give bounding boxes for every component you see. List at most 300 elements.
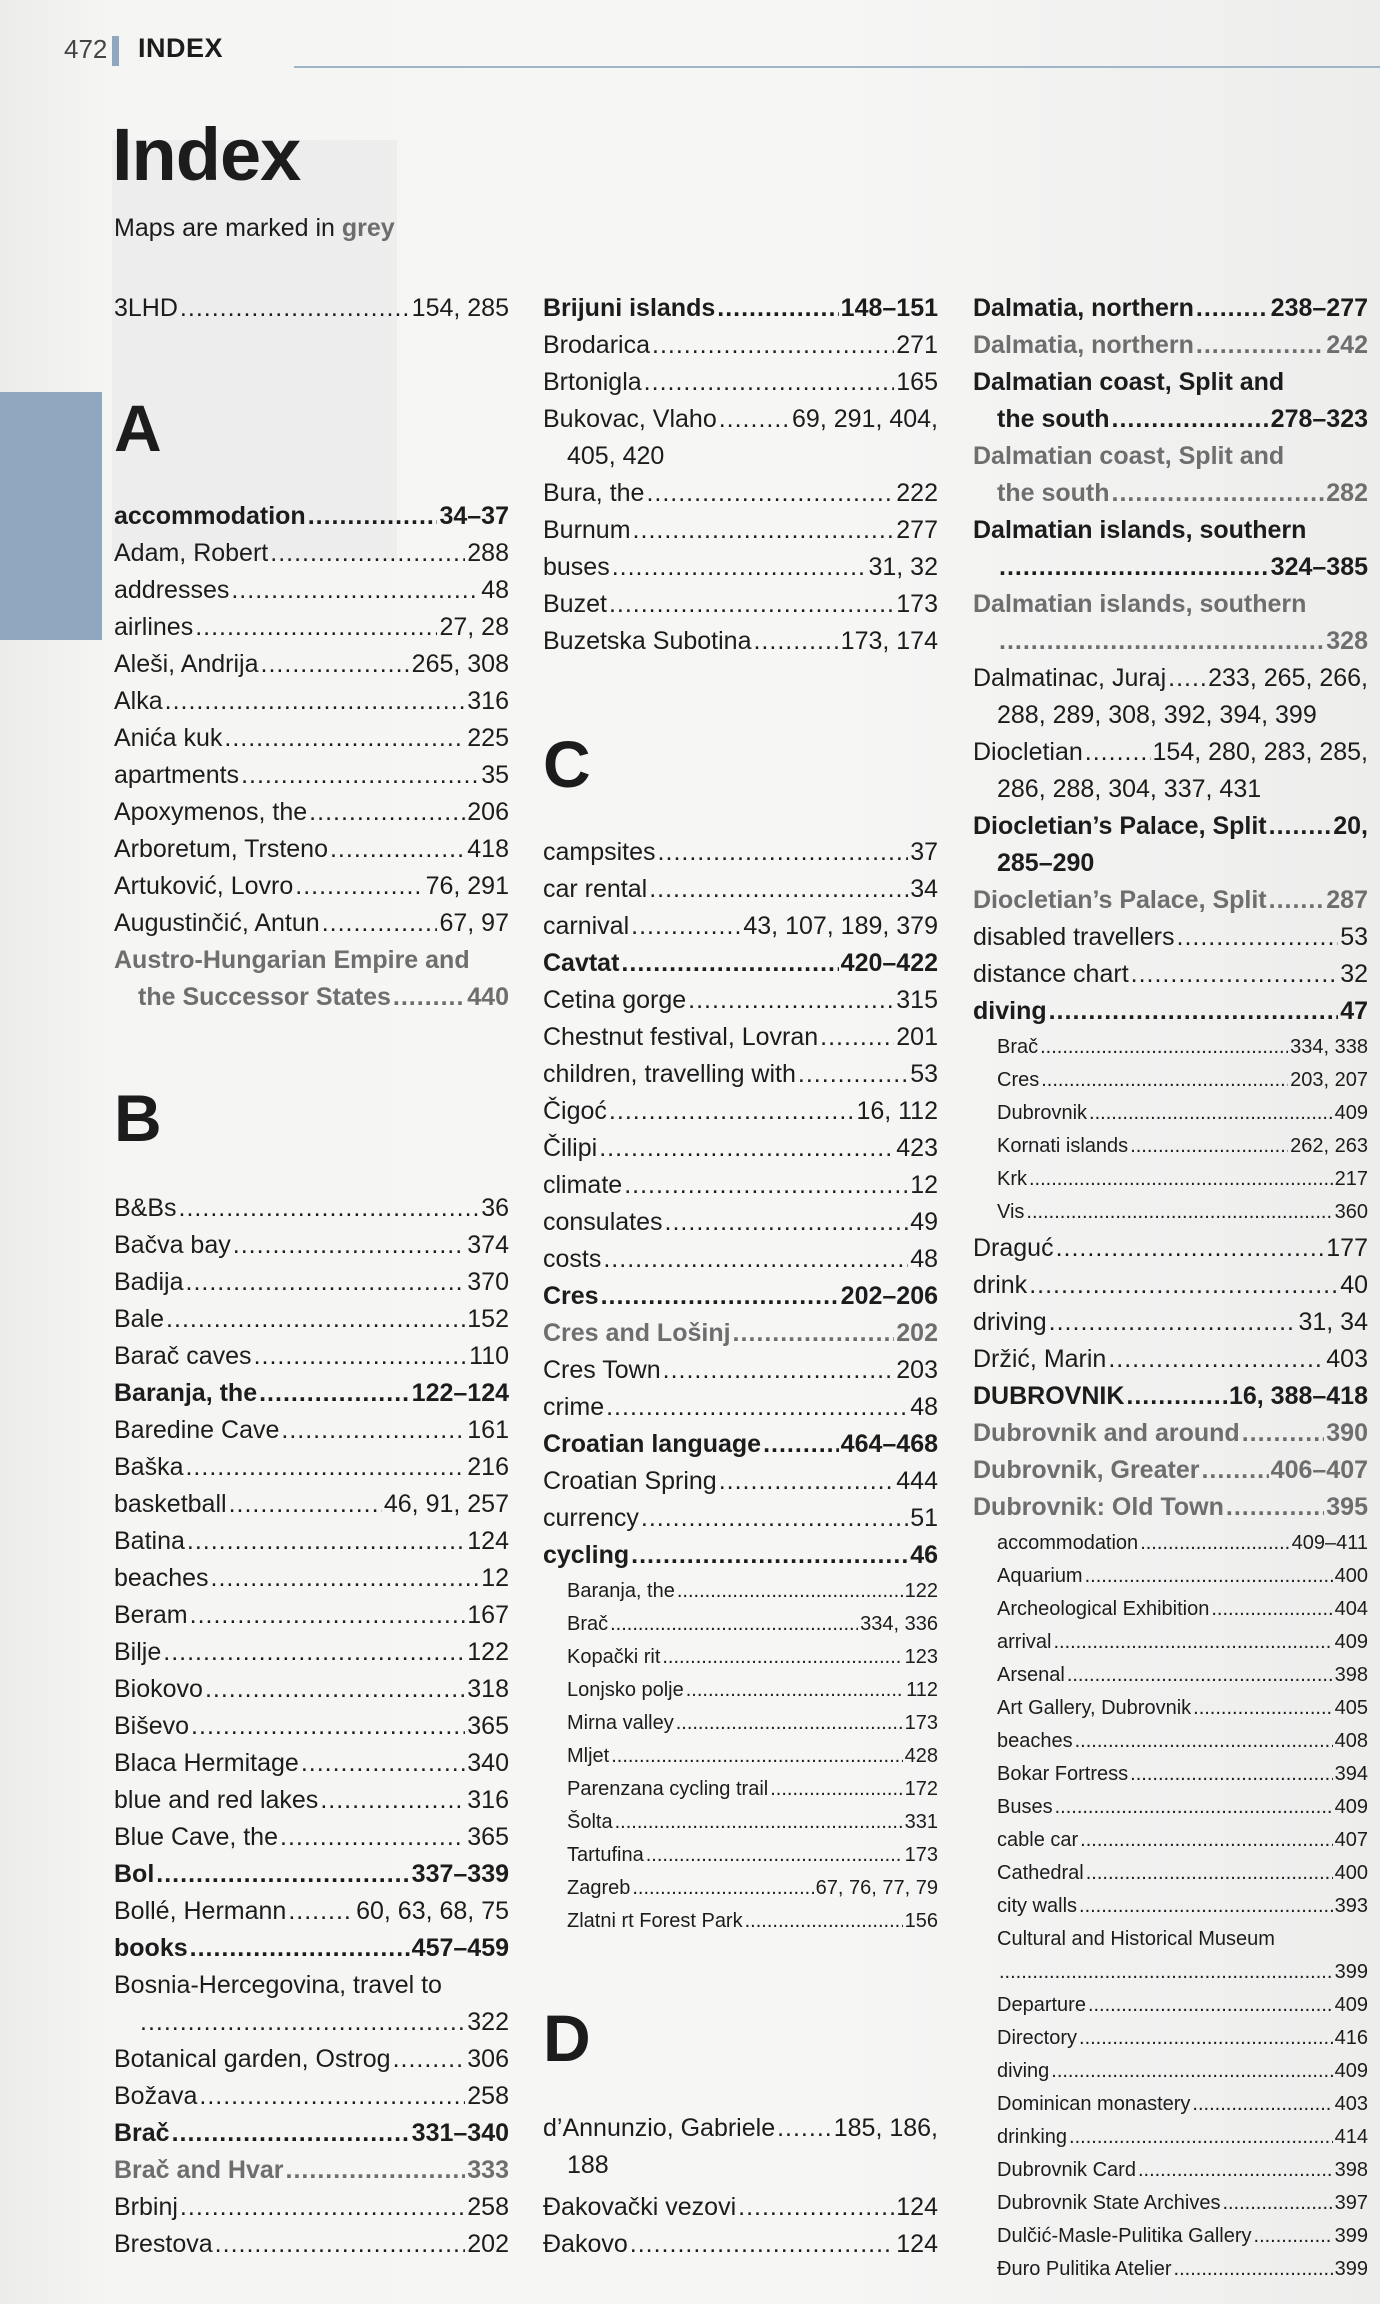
entry-pages: 262, 263	[1290, 1135, 1368, 1157]
index-entry	[114, 1597, 509, 1633]
entry-pages: 16, 388–418	[1228, 1382, 1368, 1410]
dot-leader	[1108, 1341, 1324, 1377]
index-entry	[973, 1378, 1368, 1414]
index-entry	[114, 1930, 509, 1966]
entry-pages: 409	[1334, 1796, 1368, 1818]
dot-leader	[1079, 1890, 1333, 1922]
entry-term: Đakovački vezovi	[543, 2193, 737, 2221]
entry-pages: 365	[467, 1823, 509, 1851]
entry-pages: 48	[481, 576, 509, 604]
index-subentry	[543, 1806, 938, 1838]
entry-pages: 67, 76, 77, 79	[815, 1877, 938, 1899]
entry-pages: 393	[1334, 1895, 1368, 1917]
entry-term: Buzetska Subotina	[543, 627, 752, 655]
entry-term: Dalmatian islands, southern	[973, 590, 1307, 618]
dot-leader	[1067, 1659, 1333, 1691]
entry-term: currency	[543, 1504, 639, 1532]
entry-term: blue and red lakes	[114, 1786, 319, 1814]
index-subentry	[973, 1692, 1368, 1724]
entry-pages: 12	[910, 1171, 938, 1199]
entry-term: Brbinj	[114, 2193, 178, 2221]
index-entry	[543, 2189, 938, 2225]
entry-term: Dubrovnik and around	[973, 1419, 1240, 1447]
dot-leader	[1269, 882, 1325, 918]
entry-term: Croatian language	[543, 1430, 762, 1458]
entry-pages: 173	[904, 1844, 938, 1866]
index-subentry	[973, 2253, 1368, 2285]
entry-term: Mirna valley	[567, 1712, 674, 1734]
index-subentry	[973, 2121, 1368, 2153]
entry-pages: 360	[1334, 1201, 1368, 1223]
dot-leader	[301, 1745, 465, 1781]
dot-leader	[1086, 1857, 1333, 1889]
entry-term: Božava	[114, 2082, 198, 2110]
entry-term: Dalmatian coast, Split and	[973, 368, 1285, 396]
entry-pages: 278–323	[1270, 405, 1368, 433]
dot-leader	[205, 1671, 465, 1707]
entry-pages: 46, 91, 257	[383, 1490, 509, 1518]
entry-pages: 40	[1340, 1271, 1368, 1299]
entry-pages: 331–340	[411, 2119, 509, 2147]
index-subentry	[973, 1890, 1368, 1922]
entry-pages: 34	[910, 875, 938, 903]
entry-term: Biokovo	[114, 1675, 203, 1703]
entry-term: Bukovac, Vlaho	[543, 405, 717, 433]
dot-leader	[281, 1412, 465, 1448]
entry-term: Croatian Spring	[543, 1467, 717, 1495]
entry-term: Bura, the	[543, 479, 645, 507]
dot-leader	[612, 549, 867, 585]
entry-term: children, travelling with	[543, 1060, 796, 1088]
dot-leader	[1193, 1692, 1332, 1724]
entry-term: Adam, Robert	[114, 539, 269, 567]
dot-leader	[1040, 1031, 1288, 1063]
entry-pages: 423	[896, 1134, 938, 1162]
index-subentry	[973, 1064, 1368, 1096]
index-subentry	[543, 1839, 938, 1871]
entry-pages: 331	[904, 1811, 938, 1833]
dot-leader	[1196, 290, 1269, 326]
entry-pages: 282	[1326, 479, 1368, 507]
index-entry	[114, 2189, 509, 2225]
dot-leader	[1112, 401, 1269, 437]
entry-term: Botanical garden, Ostrog	[114, 2045, 391, 2073]
dot-leader	[609, 1093, 855, 1129]
entry-term: Dulčić-Masle-Pulitika Gallery	[997, 2225, 1252, 2247]
entry-term: Augustinčić, Antun	[114, 909, 320, 937]
index-entry	[543, 512, 938, 548]
index-entry	[543, 1315, 938, 1351]
dot-leader	[330, 831, 465, 867]
dot-leader	[717, 290, 838, 326]
index-entry	[114, 1338, 509, 1374]
index-entry	[973, 549, 1368, 585]
entry-pages: 53	[910, 1060, 938, 1088]
entry-term: Bilje	[114, 1638, 162, 1666]
entry-term: arrival	[997, 1631, 1052, 1653]
entry-term: Mljet	[567, 1745, 610, 1767]
entry-term: apartments	[114, 761, 240, 789]
entry-pages: 122	[904, 1580, 938, 1602]
dot-leader	[1029, 1267, 1338, 1303]
index-entry	[543, 438, 938, 474]
entry-pages: 306	[467, 2045, 509, 2073]
entry-term: Barač caves	[114, 1342, 252, 1370]
index-entry	[973, 845, 1368, 881]
dot-leader	[280, 1819, 465, 1855]
index-entry	[114, 1449, 509, 1485]
running-head	[64, 30, 1364, 70]
dot-leader	[190, 1930, 410, 1966]
index-subentry	[973, 1163, 1368, 1195]
dot-leader	[733, 1315, 895, 1351]
entry-term: Šolta	[567, 1811, 613, 1833]
entry-pages: 233, 265, 266,	[1208, 664, 1368, 692]
dot-leader	[1226, 1489, 1324, 1525]
index-entry	[114, 1523, 509, 1559]
entry-term: Diocletian’s Palace, Split	[973, 812, 1267, 840]
entry-pages: 46	[910, 1541, 938, 1569]
entry-pages: 258	[467, 2082, 509, 2110]
entry-term: 188	[567, 2151, 609, 2179]
index-entry	[973, 438, 1368, 474]
index-entry	[973, 401, 1368, 437]
dot-leader	[770, 1773, 902, 1805]
index-subentry	[973, 1956, 1368, 1988]
show-through-image	[112, 140, 397, 560]
index-entry	[543, 1352, 938, 1388]
index-entry	[543, 1241, 938, 1277]
entry-pages: 374	[467, 1231, 509, 1259]
index-entry	[973, 697, 1368, 733]
index-entry	[973, 1415, 1368, 1451]
dot-leader	[633, 512, 895, 548]
dot-leader	[190, 1597, 466, 1633]
dot-leader	[1254, 2220, 1333, 2252]
dot-leader	[631, 1537, 908, 1573]
entry-term: consulates	[543, 1208, 663, 1236]
entry-pages: 20,	[1333, 812, 1368, 840]
dot-leader	[229, 1486, 382, 1522]
entry-pages: 404	[1334, 1598, 1368, 1620]
entry-term: Badija	[114, 1268, 184, 1296]
dot-leader	[231, 572, 479, 608]
dot-leader	[1177, 919, 1339, 955]
entry-pages: 124	[896, 2193, 938, 2221]
index-entry	[973, 1304, 1368, 1340]
dot-leader	[719, 401, 790, 437]
dot-leader	[606, 1389, 908, 1425]
entry-pages: 390	[1326, 1419, 1368, 1447]
entry-pages: 43, 107, 189, 379	[743, 912, 938, 940]
index-entry	[973, 290, 1368, 326]
entry-term: costs	[543, 1245, 602, 1273]
dot-leader	[999, 1956, 1333, 1988]
letter-heading: D	[543, 2001, 591, 2075]
entry-pages: 206	[467, 798, 509, 826]
entry-term: Bol	[114, 1860, 155, 1888]
entry-term: Parenzana cycling trail	[567, 1778, 769, 1800]
entry-pages: 409	[1334, 2060, 1368, 2082]
index-subentry	[973, 1626, 1368, 1658]
index-entry	[114, 757, 509, 793]
index-subentry	[543, 1608, 938, 1640]
entry-pages: 53	[1340, 923, 1368, 951]
dot-leader	[999, 549, 1269, 585]
entry-pages: 316	[467, 687, 509, 715]
entry-term: cycling	[543, 1541, 630, 1569]
entry-term: accommodation	[114, 502, 306, 530]
index-entry	[114, 1227, 509, 1263]
dot-leader	[999, 623, 1324, 659]
entry-pages: 370	[467, 1268, 509, 1296]
entry-term: Baranja, the	[567, 1580, 675, 1602]
entry-pages: 173, 174	[840, 627, 938, 655]
entry-term: Zagreb	[567, 1877, 631, 1899]
index-entry	[973, 1341, 1368, 1377]
entry-pages: 172	[904, 1778, 938, 1800]
entry-term: car rental	[543, 875, 648, 903]
entry-term: city walls	[997, 1895, 1078, 1917]
entry-term: Aleši, Andrija	[114, 650, 259, 678]
entry-pages: 340	[467, 1749, 509, 1777]
entry-term: Bale	[114, 1305, 165, 1333]
index-entry	[114, 720, 509, 756]
entry-term: Dominican monastery	[997, 2093, 1191, 2115]
index-entry	[973, 993, 1368, 1029]
entry-term: Dubrovnik Card	[997, 2159, 1136, 2181]
entry-pages: 318	[467, 1675, 509, 1703]
entry-pages: 32	[1340, 960, 1368, 988]
entry-pages: 12	[481, 1564, 509, 1592]
dot-leader	[1168, 660, 1206, 696]
dot-leader	[393, 979, 465, 1015]
entry-pages: 201	[896, 1023, 938, 1051]
running-head-bar	[112, 36, 119, 66]
dot-leader	[631, 908, 741, 944]
dot-leader	[140, 2004, 465, 2040]
entry-term: climate	[543, 1171, 623, 1199]
index-entry	[973, 771, 1368, 807]
index-entry	[114, 2004, 509, 2040]
index-subentry	[973, 2088, 1368, 2120]
dot-leader	[1049, 993, 1339, 1029]
entry-term: Kornati islands	[997, 1135, 1129, 1157]
index-entry	[973, 623, 1368, 659]
dot-leader	[1131, 956, 1339, 992]
entry-pages: 69, 291, 404,	[792, 405, 938, 433]
entry-term: diving	[973, 997, 1047, 1025]
index-subentry	[973, 1725, 1368, 1757]
entry-pages: 60, 63, 68, 75	[356, 1897, 509, 1925]
index-entry	[114, 683, 509, 719]
entry-term: Cultural and Historical Museum	[997, 1928, 1275, 1950]
dot-leader	[599, 1130, 894, 1166]
entry-pages: 409	[1334, 1631, 1368, 1653]
dot-leader	[1029, 1163, 1333, 1195]
entry-pages: 238–277	[1270, 294, 1368, 322]
dot-leader	[630, 2226, 895, 2262]
entry-pages: 154, 285	[411, 294, 509, 322]
index-subentry	[973, 1560, 1368, 1592]
entry-pages: 47	[1340, 997, 1368, 1025]
entry-term: Bollé, Hermann	[114, 1897, 287, 1925]
index-entry	[543, 2226, 938, 2262]
dot-leader	[1041, 1064, 1288, 1096]
dot-leader	[1126, 1378, 1227, 1414]
letter-heading: A	[114, 391, 162, 465]
dot-leader	[233, 1227, 466, 1263]
maps-note-grey: grey	[341, 214, 395, 242]
entry-pages: 394	[1334, 1763, 1368, 1785]
dot-leader	[745, 1905, 903, 1937]
letter-heading: C	[543, 727, 591, 801]
entry-pages: 328	[1326, 627, 1368, 655]
entry-term: Arboretum, Trsteno	[114, 835, 328, 863]
index-subentry	[973, 2187, 1368, 2219]
index-entry	[973, 1230, 1368, 1266]
entry-term: Đuro Pulitika Atelier	[997, 2258, 1172, 2280]
dot-leader	[646, 475, 894, 511]
dot-leader	[191, 1708, 465, 1744]
entry-term: Bokar Fortress	[997, 1763, 1129, 1785]
entry-pages: 398	[1334, 2159, 1368, 2181]
entry-term: Čigoć	[543, 1097, 607, 1125]
entry-pages: 123	[904, 1646, 938, 1668]
entry-term: accommodation	[997, 1532, 1139, 1554]
index-entry	[973, 882, 1368, 918]
entry-pages: 124	[896, 2230, 938, 2258]
index-entry	[114, 1634, 509, 1670]
dot-leader	[1075, 1725, 1333, 1757]
entry-term: Cres Town	[543, 1356, 661, 1384]
index-entry	[543, 586, 938, 622]
dot-leader	[1085, 734, 1151, 770]
index-subentry	[973, 1824, 1368, 1856]
entry-term: Tartufina	[567, 1844, 644, 1866]
page-title: Index	[112, 113, 301, 196]
index-subentry	[543, 1674, 938, 1706]
entry-term: books	[114, 1934, 188, 1962]
entry-pages: 440	[467, 983, 509, 1011]
dot-leader	[632, 1872, 813, 1904]
dot-leader	[763, 1426, 839, 1462]
dot-leader	[663, 1352, 895, 1388]
entry-term: Dalmatia, northern	[973, 331, 1194, 359]
index-entry	[114, 905, 509, 941]
dot-leader	[688, 982, 894, 1018]
page-number: 472	[64, 34, 108, 64]
entry-term: Đakovo	[543, 2230, 628, 2258]
entry-term: B&Bs	[114, 1194, 177, 1222]
dot-leader	[309, 794, 465, 830]
entry-term: Draguć	[973, 1234, 1054, 1262]
entry-term: Dubrovnik: Old Town	[973, 1493, 1224, 1521]
entry-term: Cavtat	[543, 949, 620, 977]
entry-term: Directory	[997, 2027, 1078, 2049]
entry-pages: 408	[1334, 1730, 1368, 1752]
index-subentry	[973, 2220, 1368, 2252]
entry-pages: 216	[467, 1453, 509, 1481]
entry-pages: 154, 280, 283, 285,	[1152, 738, 1368, 766]
index-entry	[973, 475, 1368, 511]
entry-pages: 152	[467, 1305, 509, 1333]
dot-leader	[798, 1056, 908, 1092]
dot-leader	[1056, 1230, 1325, 1266]
dot-leader	[641, 1500, 908, 1536]
entry-pages: 405	[1334, 1697, 1368, 1719]
entry-pages: 203	[896, 1356, 938, 1384]
entry-term: drinking	[997, 2126, 1068, 2148]
index-subentry	[973, 2022, 1368, 2054]
dot-leader	[1130, 1130, 1288, 1162]
section-tab-marker	[0, 392, 102, 640]
entry-pages: 322	[467, 2008, 509, 2036]
dot-leader	[1049, 1304, 1297, 1340]
index-entry	[543, 945, 938, 981]
dot-leader	[195, 609, 437, 645]
entry-term: Brijuni islands	[543, 294, 716, 322]
dot-leader	[1089, 1097, 1333, 1129]
index-subentry	[973, 1857, 1368, 1889]
index-entry	[114, 1412, 509, 1448]
entry-pages: 333	[467, 2156, 509, 2184]
dot-leader	[254, 1338, 468, 1374]
entry-term: 3LHD	[114, 294, 178, 322]
entry-term: 405, 420	[567, 442, 665, 470]
index-entry	[543, 1463, 938, 1499]
index-entry	[543, 623, 938, 659]
entry-pages: 49	[910, 1208, 938, 1236]
entry-pages: 165	[896, 368, 938, 396]
index-entry	[114, 1967, 509, 2003]
entry-pages: 324–385	[1270, 553, 1368, 581]
index-entry	[114, 1190, 509, 1226]
entry-pages: 400	[1334, 1862, 1368, 1884]
entry-pages: 444	[896, 1467, 938, 1495]
entry-term: Cetina gorge	[543, 986, 687, 1014]
entry-pages: 315	[896, 986, 938, 1014]
entry-term: Dubrovnik State Archives	[997, 2192, 1221, 2214]
entry-pages: 409	[1334, 1102, 1368, 1124]
index-entry	[543, 1389, 938, 1425]
dot-leader	[644, 364, 895, 400]
index-entry	[973, 956, 1368, 992]
dot-leader	[1053, 1626, 1332, 1658]
entry-term: carnival	[543, 912, 630, 940]
dot-leader	[241, 757, 479, 793]
dot-leader	[820, 1019, 894, 1055]
entry-pages: 48	[910, 1393, 938, 1421]
dot-leader	[215, 2226, 466, 2262]
entry-term: Austro-Hungarian Empire and	[114, 946, 470, 974]
entry-pages: 112	[906, 1679, 938, 1701]
entry-term: Dalmatia, northern	[973, 294, 1194, 322]
entry-pages: 271	[896, 331, 938, 359]
index-entry	[973, 660, 1368, 696]
entry-pages: 217	[1334, 1168, 1368, 1190]
dot-leader	[1192, 2088, 1332, 2120]
index-subentry	[973, 1593, 1368, 1625]
index-subentry	[973, 1130, 1368, 1162]
entry-term: Brodarica	[543, 331, 650, 359]
dot-leader	[286, 2152, 466, 2188]
index-entry	[114, 646, 509, 682]
entry-pages: 36	[481, 1194, 509, 1222]
index-entry	[114, 2115, 509, 2151]
index-entry	[973, 808, 1368, 844]
entry-term: DUBROVNIK	[973, 1382, 1125, 1410]
